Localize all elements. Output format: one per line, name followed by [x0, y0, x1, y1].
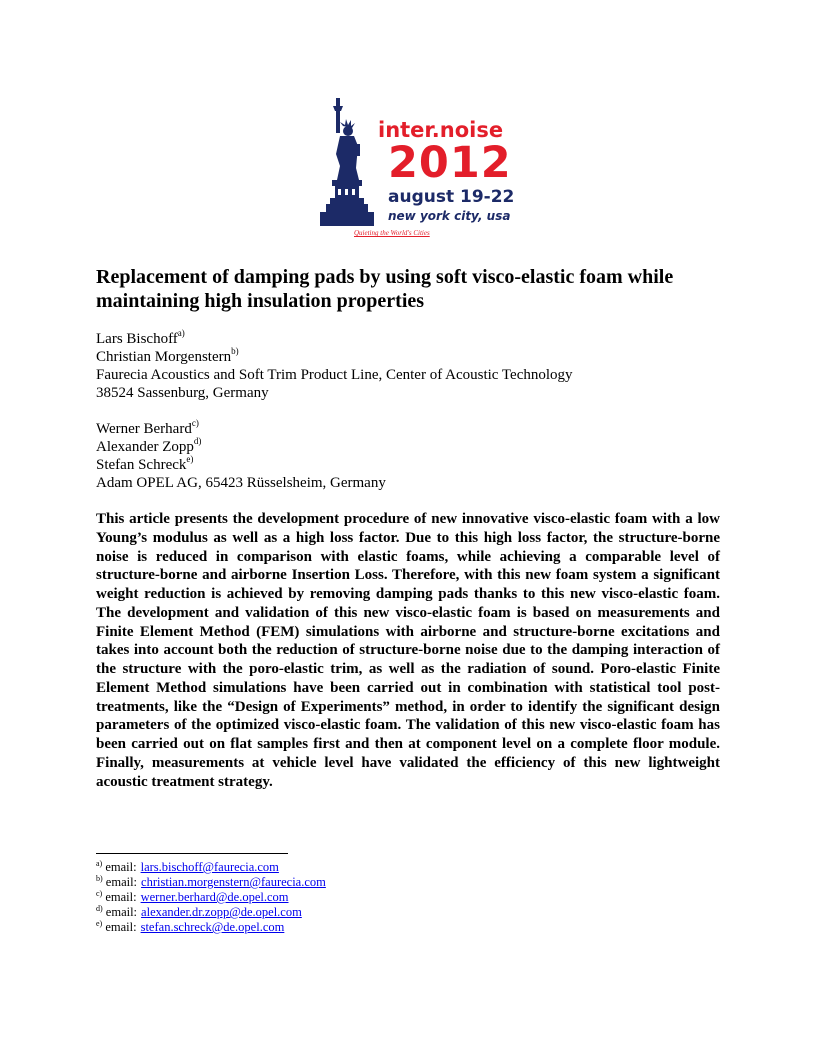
author-alexander-zopp — [96, 438, 386, 456]
author-name: Christian Morgenstern — [96, 349, 232, 365]
author-name: Werner Berhard — [96, 421, 192, 437]
logo-dates: august 19-22 — [388, 187, 515, 207]
footnote-mark: d) — [96, 903, 103, 913]
footnote-divider — [96, 853, 288, 854]
logo-city: new york city, usa — [388, 209, 511, 223]
footnote-mark: c) — [96, 888, 103, 898]
author-lars-bischoff — [96, 330, 573, 348]
email-link[interactable]: stefan.schreck@de.opel.com — [140, 920, 285, 934]
author-mark: a) — [177, 328, 185, 338]
statue-of-liberty-icon — [318, 96, 388, 228]
affiliation-address: 38524 Sassenburg, Germany — [96, 385, 269, 401]
email-link[interactable]: christian.morgenstern@faurecia.com — [141, 875, 326, 889]
footnote-label: email: — [105, 905, 138, 919]
logo-tagline: Quieting the World's Cities — [354, 229, 430, 237]
author-name: Alexander Zopp — [96, 439, 194, 455]
footnote-label: email: — [105, 920, 137, 934]
author-mark: b) — [231, 346, 239, 356]
conference-logo — [318, 96, 515, 242]
author-stefan-schreck — [96, 456, 386, 474]
author-name: Stefan Schreck — [96, 457, 187, 473]
logo-name: inter.noise — [378, 118, 504, 142]
paper-title: Replacement of damping pads by using soft visco-elastic foam while maintaining high insulation properties — [96, 266, 674, 312]
abstract: This article presents the development procedure of new innovative visco-elastic foam with a low Young’s modulus as well as a high loss factor. Due to this high loss factor, the structure-borne noise is reduced in comparison with elastic foams, while achieving a comparable level of structure-borne and airborne Insertion Loss. Therefore, with this new foam system a significant weight reduction is achieved by removing damping pads thanks to this new visco-elastic foam. The development and validation of this new visco-elastic foam is based on measurements and Finite Element Method (FEM) simulations with airborne and structure-borne excitations and takes into account both the reduction of structure-borne noise due to the damping interaction of the structure with the poro-elastic trim, as well as the radiation of sound. Poro-elastic Finite Element Method simulations have been carried out in combination with statistical tool post-treatments, like the “Design of Experiments” method, in order to identify the significant design parameters of the optimized visco-elastic foam. The validation of this new visco-elastic foam has been carried out on flat samples first and then at component level on a complete floor module. Finally, measurements at vehicle level have validated the efficiency of this new lightweight acoustic treatment strategy. — [96, 511, 720, 790]
footnote-label: email: — [105, 860, 137, 874]
footnote-a — [96, 860, 326, 875]
email-link[interactable]: lars.bischoff@faurecia.com — [140, 860, 279, 874]
email-link[interactable]: werner.berhard@de.opel.com — [140, 890, 289, 904]
author-name: Lars Bischoff — [96, 331, 178, 347]
logo-year: 2012 — [388, 138, 512, 188]
affiliation-line: Faurecia Acoustics and Soft Trim Product Line, Center of Acoustic Technology — [96, 367, 573, 383]
footnote-mark: e) — [96, 918, 103, 928]
affiliation-line: Adam OPEL AG, 65423 Rüsselsheim, Germany — [96, 475, 386, 491]
footnote-mark: b) — [96, 873, 103, 883]
author-mark: d) — [193, 436, 202, 446]
footnote-e — [96, 920, 326, 935]
footnote-d — [96, 905, 326, 920]
email-link[interactable]: alexander.dr.zopp@de.opel.com — [141, 905, 302, 919]
footnote-b — [96, 875, 326, 890]
footnote-c — [96, 890, 326, 905]
author-christian-morgenstern — [96, 348, 573, 366]
footnote-mark: a) — [96, 858, 103, 868]
author-block-opel — [96, 420, 386, 492]
footnote-label: email: — [105, 875, 138, 889]
author-mark: c) — [191, 418, 199, 428]
author-block-faurecia — [96, 330, 573, 402]
footnotes — [96, 860, 326, 935]
footnote-label: email: — [105, 890, 137, 904]
author-werner-berhard — [96, 420, 386, 438]
author-mark: e) — [186, 454, 194, 464]
